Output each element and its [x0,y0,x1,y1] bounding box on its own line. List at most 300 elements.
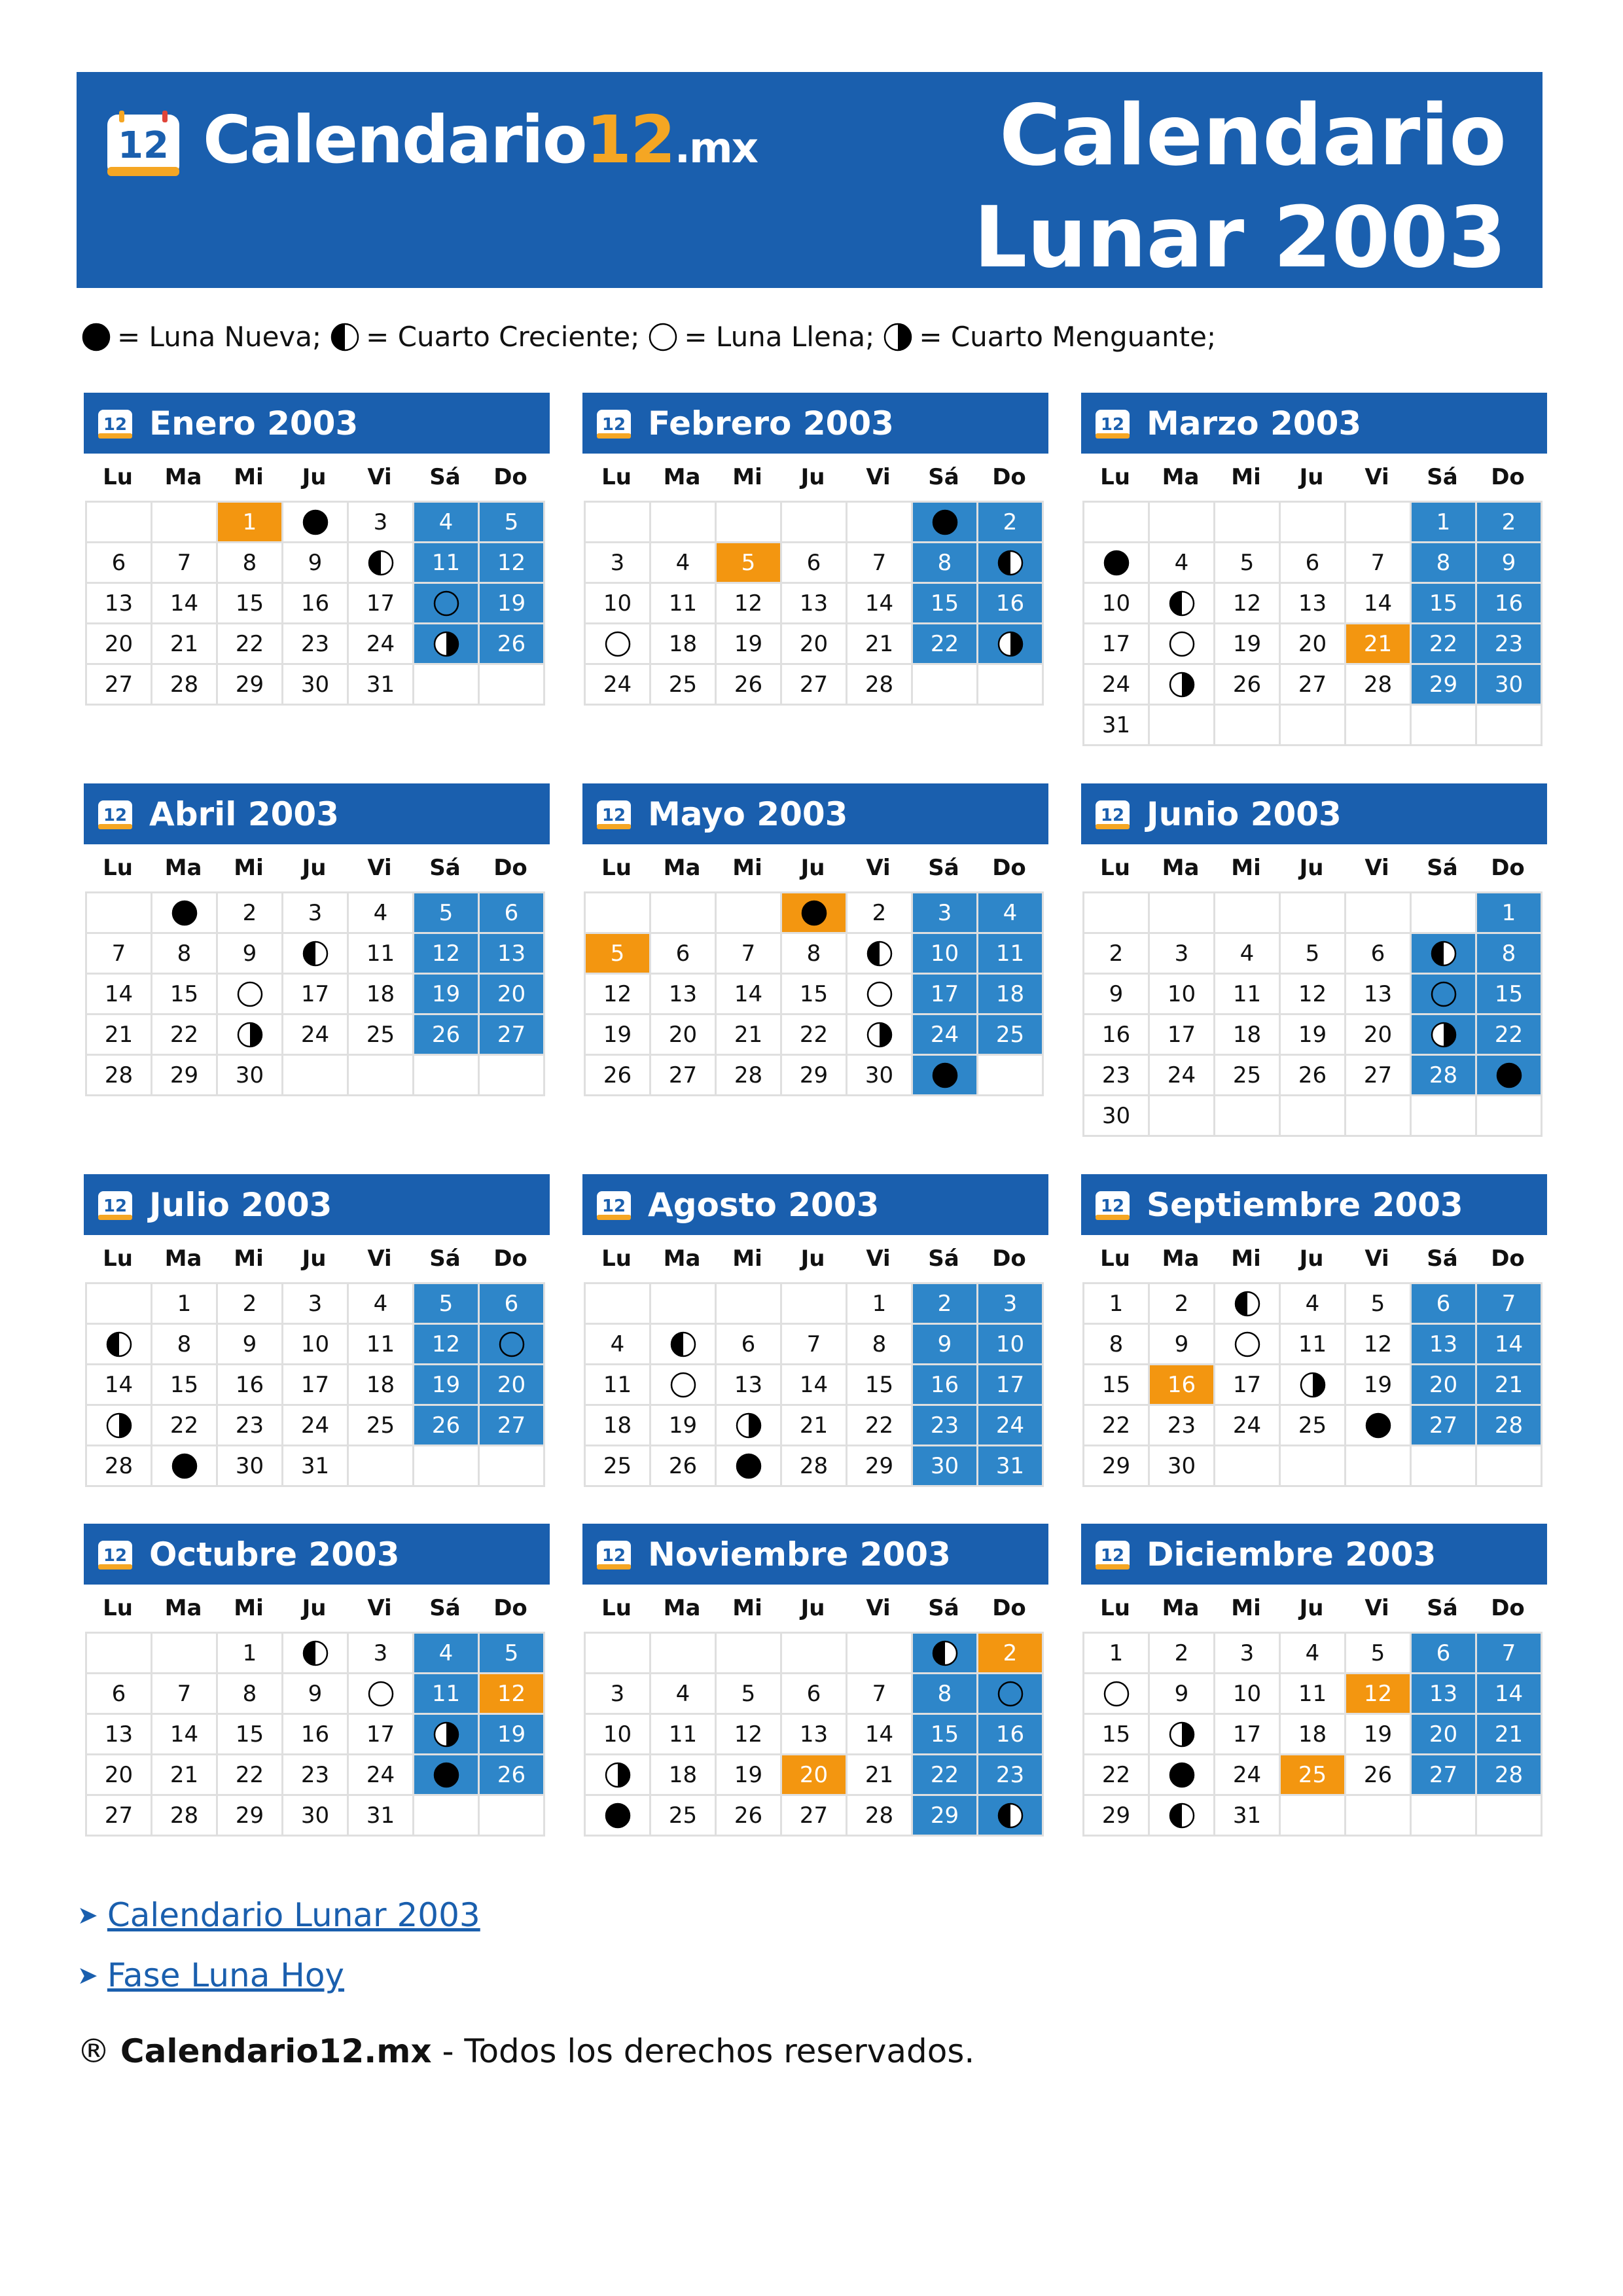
day-number: 29 [169,1062,199,1088]
day-cell [152,975,218,1015]
day-cell [847,1755,913,1796]
day-cell [847,624,913,665]
weekday-label: Sá [928,1595,959,1621]
day-number: 16 [300,590,330,617]
day-cell [1477,1755,1543,1796]
day-number: 29 [865,1452,894,1479]
calendar-12-icon [1094,407,1131,440]
day-number: 25 [1298,1761,1327,1788]
day-grid [85,891,545,1096]
weekday-header [1082,1585,1547,1632]
day-number: 22 [1101,1412,1131,1439]
empty-cell [349,1056,414,1096]
day-number: 1 [177,1290,192,1317]
day-number: 14 [1363,590,1393,617]
day-number: 6 [111,549,126,576]
day-cell [283,624,349,665]
day-cell [283,1674,349,1715]
day-cell [586,1755,651,1796]
day-cell [717,1325,782,1365]
day-number: 13 [1298,590,1327,617]
day-number: 27 [668,1062,698,1088]
day-cell [349,503,414,543]
day-cell [1281,1325,1346,1365]
day-cell [1477,1674,1543,1715]
logo-tld: .mx [674,124,757,173]
weekday-header [1082,454,1547,501]
full-moon-icon [1169,631,1195,657]
day-grid [1082,501,1543,746]
day-cell [480,584,545,624]
footer-rights: - Todos los derechos reservados. [431,2032,975,2070]
day-cell [414,503,480,543]
day-cell [283,1365,349,1406]
logo-number: 12 [586,101,675,178]
day-cell [1150,1284,1215,1325]
day-number: 26 [668,1452,698,1479]
arrow-icon: ➤ [77,1961,98,1990]
legend-label: = Luna Llena; [684,321,875,353]
weekday-label: Sá [429,1595,461,1621]
day-number: 20 [497,980,526,1007]
day-cell [913,1325,978,1365]
day-number: 29 [799,1062,829,1088]
day-number: 24 [1232,1412,1262,1439]
day-number: 4 [1305,1640,1320,1666]
day-cell [283,1015,349,1056]
new-moon-icon [171,1453,198,1479]
link-lunar-calendar[interactable]: Calendario Lunar 2003 [107,1896,480,1934]
month-title: Julio 2003 [149,1185,332,1224]
day-cell [913,1634,978,1674]
day-cell [1150,1446,1215,1487]
day-number: 17 [995,1371,1025,1398]
day-cell [847,893,913,934]
day-number: 28 [1494,1412,1524,1439]
day-cell [480,893,545,934]
day-cell [586,543,651,584]
day-number: 6 [1436,1290,1451,1317]
first-quarter-icon [1169,1803,1195,1829]
month-title: Octubre 2003 [149,1535,400,1573]
day-number: 26 [497,1761,526,1788]
day-number: 15 [1101,1371,1131,1398]
weekday-label: Mi [732,1595,762,1621]
day-number: 26 [1363,1761,1393,1788]
svg-text:12: 12 [1100,1196,1125,1216]
day-number: 12 [431,1331,461,1357]
svg-text:12: 12 [103,1545,128,1566]
day-cell [717,1674,782,1715]
day-cell [978,1325,1044,1365]
day-number: 4 [610,1331,625,1357]
day-grid [584,891,1044,1096]
day-number: 17 [1101,630,1131,657]
weekday-label: Ju [1299,1246,1324,1272]
day-number: 28 [1429,1062,1458,1088]
day-cell [1215,1056,1281,1096]
first-quarter-icon [1431,941,1457,967]
day-cell [480,624,545,665]
day-cell [586,665,651,706]
day-cell [480,1634,545,1674]
day-number: 10 [1101,590,1131,617]
day-number: 18 [603,1412,632,1439]
day-number: 19 [497,590,526,617]
day-cell [1477,934,1543,975]
day-number: 11 [603,1371,632,1398]
day-cell [1084,1674,1150,1715]
day-number: 5 [1305,940,1320,967]
day-number: 26 [603,1062,632,1088]
day-cell [782,1674,847,1715]
day-number: 11 [366,1331,395,1357]
last-quarter-icon [106,1412,132,1439]
day-number: 19 [603,1021,632,1048]
day-number: 22 [1429,630,1458,657]
day-number: 25 [1298,1412,1327,1439]
day-cell [978,624,1044,665]
empty-cell [1150,893,1215,934]
day-cell [978,1365,1044,1406]
day-number: 18 [668,1761,698,1788]
weekday-label: Sá [429,464,461,490]
day-number: 10 [300,1331,330,1357]
day-cell [1150,1325,1215,1365]
day-cell [1412,1715,1477,1755]
weekday-label: Vi [1364,1595,1389,1621]
weekday-label: Mi [732,464,762,490]
day-cell [978,1015,1044,1056]
weekday-label: Ju [302,464,327,490]
day-number: 13 [668,980,698,1007]
day-cell [152,1284,218,1325]
full-moon-icon [605,631,631,657]
weekday-label: Sá [1427,1595,1458,1621]
day-cell [152,893,218,934]
weekday-header [85,1235,550,1282]
day-number: 29 [235,1802,264,1829]
day-number: 7 [872,1680,887,1707]
weekday-label: Do [992,1246,1026,1272]
day-cell [1346,1755,1412,1796]
link-moon-today[interactable]: Fase Luna Hoy [107,1956,345,1994]
month-title: Agosto 2003 [648,1185,880,1224]
day-number: 12 [497,1680,526,1707]
day-number: 23 [1494,630,1524,657]
day-cell [978,584,1044,624]
day-cell [349,975,414,1015]
empty-cell [1215,893,1281,934]
day-cell [1412,665,1477,706]
day-cell [152,1674,218,1715]
last-quarter-icon [433,1721,459,1748]
day-number: 16 [1167,1371,1196,1398]
day-number: 4 [438,509,454,535]
day-cell [651,543,717,584]
day-number: 2 [1174,1640,1189,1666]
day-cell [913,543,978,584]
day-number: 19 [1363,1371,1393,1398]
day-number: 30 [1167,1452,1196,1479]
empty-cell [87,1284,152,1325]
day-number: 12 [431,940,461,967]
day-cell [1346,584,1412,624]
month-header [84,1524,550,1585]
day-number: 1 [1436,509,1451,535]
month-calendar [84,393,550,706]
day-number: 11 [431,549,461,576]
weekday-label: Lu [1100,464,1130,490]
day-cell [87,665,152,706]
empty-cell [414,1446,480,1487]
day-number: 8 [1436,549,1451,576]
day-number: 9 [308,549,323,576]
calendar-12-icon [97,1189,134,1221]
day-cell [913,1015,978,1056]
day-cell [1412,1365,1477,1406]
day-number: 8 [1109,1331,1124,1357]
day-number: 12 [734,590,763,617]
day-number: 27 [497,1021,526,1048]
weekday-label: Sá [928,464,959,490]
day-number: 27 [104,1802,134,1829]
day-number: 2 [242,1290,257,1317]
day-number: 13 [1363,980,1393,1007]
day-cell [847,1674,913,1715]
empty-cell [1084,893,1150,934]
day-cell [480,1015,545,1056]
weekday-label: Do [1491,855,1525,881]
weekday-label: Ma [663,464,701,490]
day-cell [913,624,978,665]
day-cell [651,1755,717,1796]
day-cell [218,1755,283,1796]
day-number: 28 [865,671,894,698]
day-number: 31 [1232,1802,1262,1829]
svg-text:12: 12 [103,414,128,435]
day-cell [1346,975,1412,1015]
full-moon-icon [997,1681,1024,1707]
day-cell [152,934,218,975]
last-quarter-icon [1431,1022,1457,1048]
svg-text:12: 12 [1100,414,1125,435]
weekday-label: Ju [800,464,825,490]
site-logo[interactable] [203,101,757,178]
day-number: 12 [734,1721,763,1748]
weekday-label: Ju [302,1595,327,1621]
day-cell [978,975,1044,1015]
day-cell [152,1056,218,1096]
day-number: 24 [1232,1761,1262,1788]
weekday-label: Do [493,1595,527,1621]
weekday-label: Mi [1231,855,1261,881]
day-cell [349,624,414,665]
day-number: 11 [431,1680,461,1707]
link-row [77,1945,480,2005]
day-cell [1150,1715,1215,1755]
day-number: 13 [104,590,134,617]
day-number: 19 [668,1412,698,1439]
day-cell [1084,584,1150,624]
day-number: 24 [1101,671,1131,698]
day-number: 26 [497,630,526,657]
day-cell [782,584,847,624]
day-cell [480,1674,545,1715]
weekday-label: Mi [234,1246,264,1272]
month-title: Mayo 2003 [648,795,848,833]
day-cell [1281,624,1346,665]
day-number: 15 [930,1721,959,1748]
day-cell [1346,1284,1412,1325]
day-cell [1281,543,1346,584]
day-number: 4 [373,1290,388,1317]
month-title: Junio 2003 [1147,795,1342,833]
first-quarter-icon [368,550,394,576]
day-cell [349,1755,414,1796]
day-cell [87,1015,152,1056]
day-cell [152,584,218,624]
day-cell [87,1755,152,1796]
day-cell [847,1796,913,1837]
day-number: 15 [235,1721,264,1748]
full-moon-icon [649,323,677,351]
day-number: 4 [675,549,690,576]
day-cell [782,1015,847,1056]
empty-cell [480,1796,545,1837]
last-quarter-icon [1300,1372,1326,1398]
day-number: 25 [668,1802,698,1829]
day-cell [1150,584,1215,624]
day-cell [1477,1284,1543,1325]
day-cell [1215,1755,1281,1796]
day-number: 17 [1232,1371,1262,1398]
new-moon-icon [302,509,329,535]
empty-cell [1150,1096,1215,1137]
legend-item [330,321,649,353]
empty-cell [152,503,218,543]
day-cell [1281,1755,1346,1796]
day-cell [414,934,480,975]
empty-cell [913,665,978,706]
day-number: 4 [1240,940,1255,967]
day-number: 8 [872,1331,887,1357]
day-number: 20 [497,1371,526,1398]
day-cell [1084,1755,1150,1796]
day-cell [1215,584,1281,624]
empty-cell [1215,1096,1281,1137]
day-number: 23 [1167,1412,1196,1439]
day-cell [152,1406,218,1446]
day-cell [847,1015,913,1056]
day-cell [1281,975,1346,1015]
new-moon-icon [1365,1412,1391,1439]
day-number: 8 [1501,940,1516,967]
day-cell [586,1406,651,1446]
day-cell [283,1284,349,1325]
day-number: 21 [1363,630,1393,657]
day-number: 6 [675,940,690,967]
day-number: 2 [937,1290,952,1317]
month-title: Septiembre 2003 [1147,1185,1463,1224]
legend-label: = Cuarto Creciente; [366,321,640,353]
day-cell [913,1755,978,1796]
day-cell [87,1056,152,1096]
day-cell [586,1796,651,1837]
day-cell [1477,1715,1543,1755]
day-number: 22 [169,1021,199,1048]
day-number: 29 [235,671,264,698]
day-number: 9 [1174,1331,1189,1357]
day-number: 29 [1101,1802,1131,1829]
day-number: 20 [799,1761,829,1788]
day-number: 13 [799,1721,829,1748]
day-number: 5 [438,899,454,926]
day-cell [218,543,283,584]
last-quarter-icon [736,1412,762,1439]
day-cell [586,1015,651,1056]
empty-cell [1281,706,1346,746]
day-cell [782,1755,847,1796]
day-cell [913,1446,978,1487]
day-cell [847,934,913,975]
day-cell [1084,1284,1150,1325]
day-number: 25 [1232,1062,1262,1088]
day-cell [1084,1715,1150,1755]
weekday-label: Do [1491,1246,1525,1272]
day-cell [283,503,349,543]
weekday-label: Do [992,1595,1026,1621]
day-number: 28 [865,1802,894,1829]
month-calendar [582,1174,1048,1487]
day-number: 3 [1003,1290,1018,1317]
day-cell [480,1406,545,1446]
month-calendar [1081,783,1547,1137]
related-links [77,1885,480,2005]
empty-cell [1150,706,1215,746]
weekday-label: Ju [1299,1595,1324,1621]
day-number: 23 [300,630,330,657]
day-cell [414,1365,480,1406]
day-cell [480,1284,545,1325]
empty-cell [1346,503,1412,543]
month-calendar [1081,393,1547,746]
day-number: 3 [1240,1640,1255,1666]
weekday-label: Lu [601,855,632,881]
day-number: 10 [995,1331,1025,1357]
weekday-header [584,844,1048,891]
empty-cell [1346,1796,1412,1837]
page-title-line2: Lunar 2003 [973,189,1507,287]
empty-cell [847,1634,913,1674]
day-number: 20 [799,630,829,657]
empty-cell [1346,706,1412,746]
day-number: 26 [431,1021,461,1048]
day-cell [480,934,545,975]
day-cell [847,975,913,1015]
day-number: 12 [1363,1331,1393,1357]
day-cell [586,975,651,1015]
day-number: 13 [1429,1680,1458,1707]
empty-cell [283,1056,349,1096]
day-number: 6 [1436,1640,1451,1666]
empty-cell [1412,893,1477,934]
day-cell [717,624,782,665]
weekday-label: Ma [1162,1246,1200,1272]
calendar-12-icon [596,407,632,440]
empty-cell [1412,1096,1477,1137]
full-moon-icon [670,1372,696,1398]
